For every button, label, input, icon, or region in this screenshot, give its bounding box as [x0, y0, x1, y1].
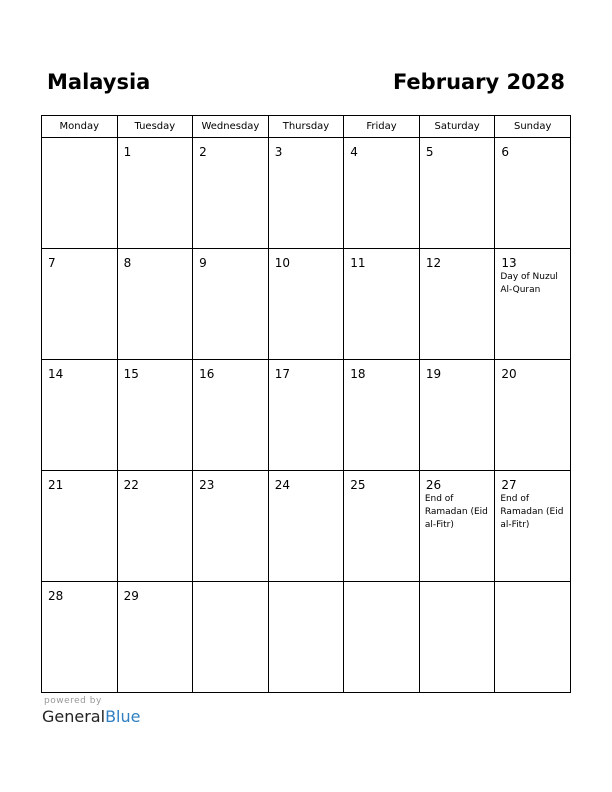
- calendar-header: [47, 70, 565, 100]
- day-number: 18: [350, 367, 366, 381]
- day-cell: [268, 582, 344, 693]
- day-cell: [495, 471, 571, 582]
- day-cell: [268, 360, 344, 471]
- day-cell: [117, 249, 193, 360]
- day-cell: [344, 471, 420, 582]
- day-cell: [419, 249, 495, 360]
- day-cell: [419, 582, 495, 693]
- footer: [42, 696, 140, 726]
- day-number: 21: [48, 478, 64, 492]
- day-number: 17: [274, 367, 290, 381]
- day-cell: [419, 360, 495, 471]
- day-cell: [42, 249, 118, 360]
- day-cell: [193, 138, 269, 249]
- day-number: 29: [123, 589, 139, 603]
- day-number: 12: [425, 256, 442, 270]
- powered-by-text: powered by: [44, 696, 102, 706]
- holiday-label: Day of Nuzul Al-Quran: [500, 272, 558, 295]
- day-number: 1: [123, 145, 132, 159]
- day-cell: [268, 138, 344, 249]
- weekday-wednesday: Wednesday: [193, 116, 269, 138]
- day-number: 13: [501, 256, 517, 270]
- day-number: 27: [501, 478, 517, 492]
- brand-blue-text: Blue: [105, 707, 141, 726]
- day-cell: [42, 360, 118, 471]
- weekday-tuesday: Tuesday: [117, 116, 193, 138]
- day-cell: [344, 582, 420, 693]
- country-title: Malaysia: [47, 70, 151, 94]
- weekday-monday: Monday: [42, 116, 118, 138]
- day-number: 26: [425, 478, 442, 492]
- week-row: [42, 582, 571, 693]
- day-number: 22: [123, 478, 139, 492]
- day-number: 4: [350, 145, 358, 159]
- day-cell: [419, 471, 495, 582]
- day-cell: [193, 471, 269, 582]
- day-cell: [268, 249, 344, 360]
- day-cell: [495, 249, 571, 360]
- week-row: [42, 471, 571, 582]
- day-cell: [117, 360, 193, 471]
- day-cell: [117, 138, 193, 249]
- month-title: February 2028: [392, 70, 565, 94]
- day-cell: [495, 138, 571, 249]
- day-number: 25: [350, 478, 366, 492]
- holiday-label: End of Ramadan (Eid al-Fitr): [424, 494, 488, 530]
- day-number: 3: [274, 145, 283, 159]
- weekday-friday: Friday: [344, 116, 420, 138]
- brand-logo[interactable]: [42, 707, 140, 726]
- day-number: 7: [48, 256, 56, 270]
- day-number: 5: [425, 145, 434, 159]
- day-number: 19: [425, 367, 442, 381]
- week-row: [42, 138, 571, 249]
- day-cell: [193, 360, 269, 471]
- day-number: 20: [501, 367, 517, 381]
- calendar-grid: [41, 115, 571, 693]
- day-number: 11: [350, 256, 366, 270]
- weekday-sunday: Sunday: [495, 116, 571, 138]
- day-cell: [117, 582, 193, 693]
- day-cell: [344, 249, 420, 360]
- day-number: 23: [199, 478, 215, 492]
- day-number: 15: [123, 367, 139, 381]
- week-row: [42, 360, 571, 471]
- day-number: 10: [274, 256, 290, 270]
- day-cell: [268, 471, 344, 582]
- brand-general-text: General: [42, 707, 106, 726]
- day-number: 8: [123, 256, 132, 270]
- day-number: 28: [48, 589, 64, 603]
- holiday-label: End of Ramadan (Eid al-Fitr): [500, 494, 564, 530]
- day-cell: [42, 138, 118, 249]
- day-number: 24: [274, 478, 290, 492]
- weekday-header-row: [42, 116, 571, 138]
- day-number: 14: [48, 367, 64, 381]
- day-cell: [42, 471, 118, 582]
- day-cell: [344, 360, 420, 471]
- day-cell: [419, 138, 495, 249]
- week-row: [42, 249, 571, 360]
- day-number: 16: [199, 367, 215, 381]
- day-cell: [193, 249, 269, 360]
- day-cell: [344, 138, 420, 249]
- day-cell: [495, 360, 571, 471]
- day-cell: [42, 582, 118, 693]
- weekday-saturday: Saturday: [419, 116, 495, 138]
- day-number: 9: [199, 256, 207, 270]
- day-cell: [495, 582, 571, 693]
- day-cell: [193, 582, 269, 693]
- day-number: 2: [199, 145, 207, 159]
- day-cell: [117, 471, 193, 582]
- day-number: 6: [501, 145, 510, 159]
- weekday-thursday: Thursday: [268, 116, 344, 138]
